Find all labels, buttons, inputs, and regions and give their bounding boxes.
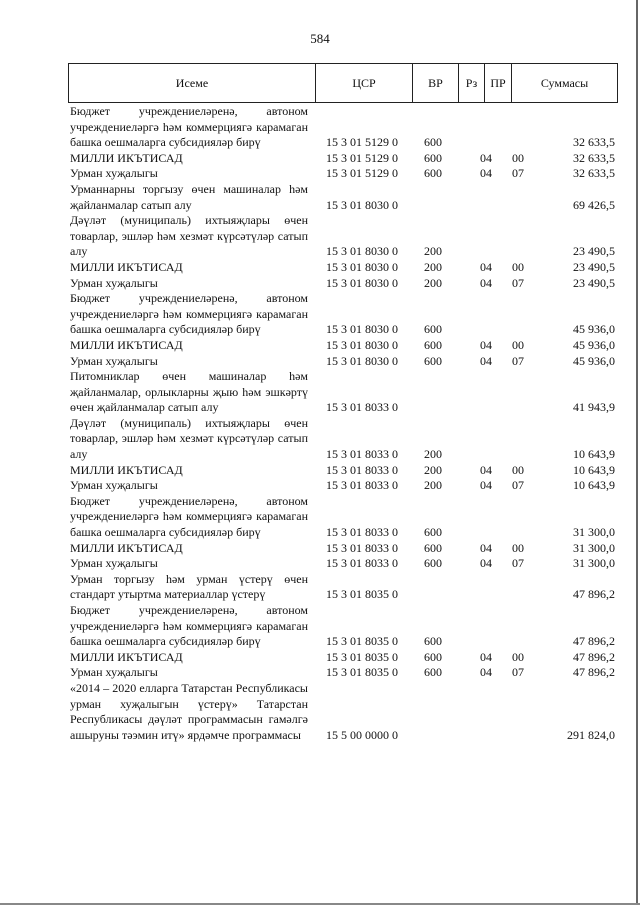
row-name: МИЛЛИ ИКЪТИСАД [70, 649, 183, 664]
table-row [68, 151, 628, 167]
row-name: Бюджет учреждениеләренә, автоном учреждениеләргә һәм коммерциягә карамаган башка оешмаларга субсидияләр бирү [70, 104, 308, 150]
row-sum: 23 490,5 [573, 244, 615, 259]
row-pr: 07 [512, 556, 524, 571]
header-vr: ВР [412, 63, 459, 103]
row-csr: 15 3 01 5129 0 [326, 135, 398, 150]
row-sum: 32 633,5 [573, 150, 615, 165]
row-sum: 31 300,0 [573, 556, 615, 571]
row-name: Дәүләт (муниципаль) ихтыяҗлары өчен товарлар, эшләр һәм хезмәт күрсәтүләр сатып алу [70, 415, 308, 462]
table-row [68, 541, 628, 557]
row-name: МИЛЛИ ИКЪТИСАД [70, 540, 183, 555]
row-rz: 04 [480, 556, 492, 571]
row-pr: 07 [512, 353, 524, 368]
row-csr: 15 3 01 8035 0 [326, 649, 398, 664]
row-sum: 45 936,0 [573, 353, 615, 368]
row-vr: 600 [424, 337, 442, 352]
row-name: Урманнарны торгызу өчен машиналар һәм җайланмалар сатып алу [70, 181, 308, 212]
row-csr: 15 3 01 8033 0 [326, 400, 398, 415]
table-row [68, 354, 628, 370]
table-row [68, 182, 628, 213]
row-vr: 200 [424, 275, 442, 290]
row-csr: 15 3 01 8033 0 [326, 462, 398, 477]
row-csr: 15 3 01 8030 0 [326, 322, 398, 337]
row-name: Урман торгызу һәм урман үстерү өчен стандарт утыртма материаллар үстерү [70, 571, 308, 602]
row-rz: 04 [480, 478, 492, 493]
row-pr: 07 [512, 478, 524, 493]
row-vr: 200 [424, 259, 442, 274]
row-rz: 04 [480, 540, 492, 555]
row-vr: 200 [424, 447, 442, 462]
header-rz: Рз [458, 63, 485, 103]
row-vr: 600 [424, 166, 442, 181]
table-row [68, 338, 628, 354]
table-row [68, 572, 628, 603]
row-name: Бюджет учреждениеләренә, автоном учреждениеләргә һәм коммерциягә карамаган башка оешмаларга субсидияләр бирү [70, 291, 308, 337]
row-csr: 15 3 01 8030 0 [326, 197, 398, 212]
table-row [68, 556, 628, 572]
table-row [68, 681, 628, 743]
table-row [68, 494, 628, 541]
row-sum: 10 643,9 [573, 462, 615, 477]
row-name: Урман хуҗалыгы [70, 353, 158, 368]
row-pr: 07 [512, 665, 524, 680]
table-row [68, 213, 628, 260]
row-pr: 00 [512, 540, 524, 555]
row-csr: 15 3 01 8030 0 [326, 353, 398, 368]
row-csr: 15 3 01 8033 0 [326, 478, 398, 493]
row-sum: 41 943,9 [573, 400, 615, 415]
table-row [68, 478, 628, 494]
row-rz: 04 [480, 462, 492, 477]
row-sum: 32 633,5 [573, 135, 615, 150]
row-rz: 04 [480, 649, 492, 664]
row-vr: 200 [424, 462, 442, 477]
row-vr: 200 [424, 244, 442, 259]
scan-edge-right [636, 0, 638, 905]
row-vr: 600 [424, 525, 442, 540]
row-vr: 600 [424, 665, 442, 680]
row-csr: 15 5 00 0000 0 [326, 727, 398, 742]
row-rz: 04 [480, 665, 492, 680]
row-sum: 47 896,2 [573, 634, 615, 649]
row-csr: 15 3 01 8035 0 [326, 587, 398, 602]
row-sum: 10 643,9 [573, 447, 615, 462]
row-pr: 07 [512, 166, 524, 181]
row-name: МИЛЛИ ИКЪТИСАД [70, 150, 183, 165]
row-pr: 00 [512, 462, 524, 477]
row-sum: 23 490,5 [573, 275, 615, 290]
row-name: Урман хуҗалыгы [70, 556, 158, 571]
row-rz: 04 [480, 259, 492, 274]
row-sum: 23 490,5 [573, 259, 615, 274]
row-rz: 04 [480, 150, 492, 165]
row-name: Урман хуҗалыгы [70, 478, 158, 493]
row-sum: 32 633,5 [573, 166, 615, 181]
row-rz: 04 [480, 337, 492, 352]
row-csr: 15 3 01 8030 0 [326, 244, 398, 259]
row-vr: 600 [424, 322, 442, 337]
row-name: МИЛЛИ ИКЪТИСАД [70, 337, 183, 352]
row-csr: 15 3 01 8030 0 [326, 337, 398, 352]
row-pr: 00 [512, 337, 524, 352]
header-name: Исеме [68, 63, 316, 103]
row-name: Питомниклар өчен машиналар һәм җайланмалар, орлыкларны җыю һәм эшкәртү өчен җайланмалар сатып алу [70, 369, 308, 415]
row-name: МИЛЛИ ИКЪТИСАД [70, 259, 183, 274]
row-name: МИЛЛИ ИКЪТИСАД [70, 462, 183, 477]
row-name: Бюджет учреждениеләренә, автоном учреждениеләргә һәм коммерциягә карамаган башка оешмаларга субсидияләр бирү [70, 493, 308, 540]
row-vr: 600 [424, 353, 442, 368]
row-sum: 45 936,0 [573, 337, 615, 352]
row-rz: 04 [480, 353, 492, 368]
row-vr: 600 [424, 649, 442, 664]
table-row [68, 104, 628, 151]
table-row [68, 369, 628, 416]
row-sum: 31 300,0 [573, 540, 615, 555]
header-sum: Суммасы [511, 63, 618, 103]
row-rz: 04 [480, 166, 492, 181]
row-vr: 600 [424, 135, 442, 150]
row-pr: 00 [512, 649, 524, 664]
row-pr: 07 [512, 275, 524, 290]
row-sum: 31 300,0 [573, 525, 615, 540]
row-sum: 47 896,2 [573, 649, 615, 664]
row-name: «2014 – 2020 елларга Татарстан Республикасы урман хуҗалыгын үстерү» Татарстан Республикасы дәүләт программасын гамәлгә ашыруны тәэмин итү» ярдәмче программасы [70, 680, 308, 742]
row-csr: 15 3 01 8035 0 [326, 634, 398, 649]
row-sum: 10 643,9 [573, 478, 615, 493]
page-number: 584 [310, 31, 330, 46]
row-sum: 47 896,2 [573, 665, 615, 680]
row-name: Урман хуҗалыгы [70, 166, 158, 181]
table-row [68, 276, 628, 292]
table-row [68, 650, 628, 666]
row-vr: 200 [424, 478, 442, 493]
row-csr: 15 3 01 8033 0 [326, 447, 398, 462]
table-header [68, 63, 618, 103]
row-vr: 600 [424, 540, 442, 555]
table-row [68, 291, 628, 338]
table-body [68, 104, 628, 743]
row-name: Дәүләт (муниципаль) ихтыяҗлары өчен товарлар, эшләр һәм хезмәт күрсәтүләр сатып алу [70, 213, 308, 259]
row-sum: 45 936,0 [573, 322, 615, 337]
row-csr: 15 3 01 5129 0 [326, 166, 398, 181]
row-pr: 00 [512, 150, 524, 165]
table-row [68, 665, 628, 681]
row-vr: 600 [424, 150, 442, 165]
table-row [68, 463, 628, 479]
header-pr: ПР [484, 63, 512, 103]
row-pr: 00 [512, 259, 524, 274]
table-row [68, 416, 628, 463]
row-rz: 04 [480, 275, 492, 290]
row-sum: 69 426,5 [573, 197, 615, 212]
row-name: Бюджет учреждениеләренә, автоном учреждениеләргә һәм коммерциягә карамаган башка оешмаларга субсидияләр бирү [70, 603, 308, 649]
row-csr: 15 3 01 5129 0 [326, 150, 398, 165]
table-row [68, 166, 628, 182]
row-name: Урман хуҗалыгы [70, 275, 158, 290]
row-csr: 15 3 01 8033 0 [326, 556, 398, 571]
row-csr: 15 3 01 8033 0 [326, 540, 398, 555]
row-csr: 15 3 01 8030 0 [326, 259, 398, 274]
table-row [68, 260, 628, 276]
row-sum: 291 824,0 [567, 727, 615, 742]
table-row [68, 603, 628, 650]
row-csr: 15 3 01 8035 0 [326, 665, 398, 680]
row-csr: 15 3 01 8030 0 [326, 275, 398, 290]
row-sum: 47 896,2 [573, 587, 615, 602]
header-csr: ЦСР [315, 63, 413, 103]
row-csr: 15 3 01 8033 0 [326, 525, 398, 540]
row-name: Урман хуҗалыгы [70, 665, 158, 680]
row-vr: 600 [424, 556, 442, 571]
row-vr: 600 [424, 634, 442, 649]
